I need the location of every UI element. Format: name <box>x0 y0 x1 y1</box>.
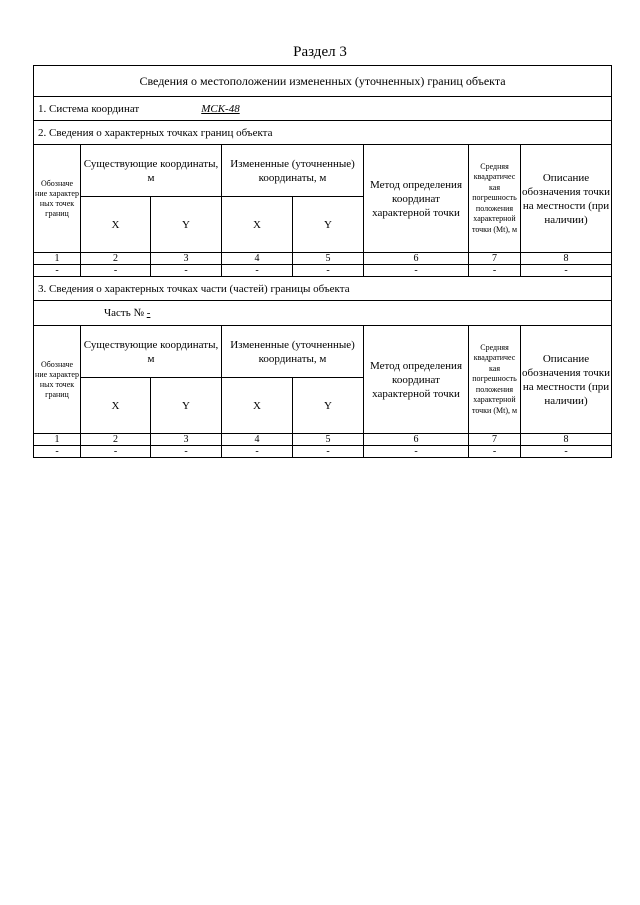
col-existing-y: Y <box>151 378 222 434</box>
table-cell: - <box>364 446 469 458</box>
column-number: 1 <box>34 434 81 446</box>
column-number: 3 <box>151 253 222 265</box>
coord-system-label: 1. Система координат <box>38 102 140 115</box>
table-cell: - <box>81 265 151 277</box>
part-label: Часть № <box>104 307 144 319</box>
col-existing-coords: Существующие координаты, м <box>81 326 222 378</box>
table-cell: - <box>222 265 293 277</box>
col-changed-x: X <box>222 378 293 434</box>
table-row <box>34 446 612 458</box>
table-cell: - <box>521 446 612 458</box>
section-title: Раздел 3 <box>293 44 347 60</box>
table-cell: - <box>521 265 612 277</box>
table-heading: Сведения о местоположении измененных (уточненных) границ объекта <box>34 66 612 97</box>
column-number: 6 <box>364 434 469 446</box>
coord-system-value: МСК-48 <box>201 102 240 115</box>
col-point-designation: Обозначе ние характер ных точек границ <box>34 145 81 253</box>
section3-label-text: 3. Сведения о характерных точках части (частей) границы объекта <box>38 282 350 295</box>
col-changed-y: Y <box>293 197 364 253</box>
col-rms-error: Средняя квадратичес кая погрешность положения характерной точки (Mt), м <box>469 326 521 434</box>
table-cell: - <box>34 265 81 277</box>
column-number: 2 <box>81 434 151 446</box>
column-number-row <box>34 434 612 446</box>
column-number: 4 <box>222 253 293 265</box>
col-point-designation: Обозначе ние характер ных точек границ <box>34 326 81 434</box>
table-cell: - <box>222 446 293 458</box>
column-number: 1 <box>34 253 81 265</box>
table-cell: - <box>293 446 364 458</box>
section3-label <box>34 277 612 301</box>
col-method: Метод определения координат характерной точки <box>364 145 469 253</box>
table-cell: - <box>151 446 222 458</box>
col-existing-coords: Существующие координаты, м <box>81 145 222 197</box>
column-number: 2 <box>81 253 151 265</box>
col-existing-x: X <box>81 197 151 253</box>
col-changed-y: Y <box>293 378 364 434</box>
col-existing-y: Y <box>151 197 222 253</box>
col-rms-error: Средняя квадратичес кая погрешность положения характерной точки (Mt), м <box>469 145 521 253</box>
boundary-table <box>33 65 612 458</box>
column-number: 5 <box>293 434 364 446</box>
col-changed-coords: Измененные (уточненные) координаты, м <box>222 326 364 378</box>
table-cell: - <box>364 265 469 277</box>
section2-label-text: 2. Сведения о характерных точках границ объекта <box>38 126 273 139</box>
col-existing-x: X <box>81 378 151 434</box>
table-cell: - <box>151 265 222 277</box>
table-cell: - <box>293 265 364 277</box>
part-number-row <box>34 301 612 326</box>
column-number: 6 <box>364 253 469 265</box>
column-number: 8 <box>521 434 612 446</box>
coord-system-row <box>34 97 612 121</box>
table-cell: - <box>469 265 521 277</box>
col-description: Описание обозначения точки на местности (при наличии) <box>521 145 612 253</box>
column-number: 3 <box>151 434 222 446</box>
col-changed-x: X <box>222 197 293 253</box>
column-number: 4 <box>222 434 293 446</box>
column-number: 7 <box>469 253 521 265</box>
column-number: 7 <box>469 434 521 446</box>
col-description: Описание обозначения точки на местности (при наличии) <box>521 326 612 434</box>
column-number: 5 <box>293 253 364 265</box>
section2-label <box>34 121 612 145</box>
column-number: 8 <box>521 253 612 265</box>
col-method: Метод определения координат характерной точки <box>364 326 469 434</box>
part-value: - <box>146 307 151 319</box>
table-row <box>34 265 612 277</box>
table-cell: - <box>469 446 521 458</box>
table-cell: - <box>81 446 151 458</box>
col-changed-coords: Измененные (уточненные) координаты, м <box>222 145 364 197</box>
column-number-row <box>34 253 612 265</box>
table-cell: - <box>34 446 81 458</box>
